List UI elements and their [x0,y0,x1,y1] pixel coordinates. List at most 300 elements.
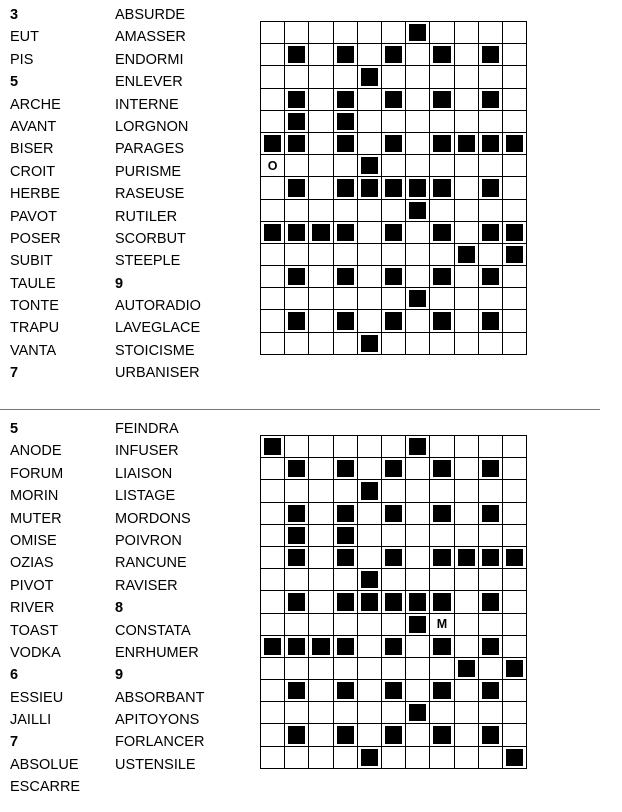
grid-cell[interactable] [406,746,430,768]
grid-row [261,702,527,724]
grid-cell[interactable] [357,221,381,243]
grid-cell[interactable] [285,288,309,310]
grid-cell[interactable] [454,332,478,354]
black-cell [333,458,357,480]
grid-cell[interactable] [478,480,502,502]
grid-cell[interactable] [333,436,357,458]
grid-cell[interactable] [261,332,285,354]
grid-cell[interactable] [406,243,430,265]
grid-row [261,657,527,679]
grid-cell[interactable] [502,458,526,480]
grid-cell[interactable] [285,613,309,635]
grid-cell[interactable] [430,22,454,44]
grid-cell[interactable] [381,22,405,44]
black-cell [357,155,381,177]
grid-cell[interactable] [261,88,285,110]
grid-cell[interactable]: M [430,613,454,635]
grid-cell[interactable] [309,266,333,288]
grid-cell[interactable] [406,680,430,702]
grid-cell[interactable] [502,680,526,702]
black-cell [285,591,309,613]
grid-cell[interactable] [261,613,285,635]
grid-cell[interactable] [381,199,405,221]
word-entry: SUBIT [10,253,53,270]
grid-cell[interactable] [502,591,526,613]
grid-cell[interactable] [261,66,285,88]
word-list-column-1 [10,4,61,385]
grid-cell[interactable] [261,657,285,679]
grid-cell[interactable] [454,502,478,524]
grid-cell[interactable] [381,613,405,635]
grid-cell[interactable] [430,436,454,458]
grid-cell[interactable] [357,502,381,524]
grid-row [261,613,527,635]
grid-cell[interactable] [381,110,405,132]
grid-row [261,546,527,568]
grid-cell[interactable] [478,613,502,635]
grid-cell[interactable] [502,199,526,221]
grid-cell[interactable] [478,332,502,354]
grid-cell[interactable] [502,569,526,591]
grid-cell[interactable] [406,44,430,66]
grid-cell[interactable] [406,88,430,110]
grid-cell[interactable] [357,613,381,635]
grid-cell[interactable] [357,680,381,702]
word-entry: LORGNON [115,118,189,135]
grid-cell[interactable] [502,310,526,332]
grid-cell[interactable] [502,613,526,635]
black-cell [430,635,454,657]
word-entry: ANODE [10,443,62,460]
grid-cell[interactable] [309,66,333,88]
grid-cell[interactable] [454,44,478,66]
word-entry: BISER [10,141,54,158]
grid-cell[interactable] [502,88,526,110]
grid-cell[interactable] [454,613,478,635]
grid-cell[interactable] [309,155,333,177]
grid-cell[interactable] [309,524,333,546]
grid-cell[interactable] [333,22,357,44]
grid-cell[interactable] [309,436,333,458]
word-entry: LIAISON [115,465,173,482]
grid-cell[interactable] [454,199,478,221]
grid-cell[interactable] [261,746,285,768]
grid-cell[interactable] [261,524,285,546]
grid-cell[interactable] [502,177,526,199]
grid-cell[interactable] [502,502,526,524]
grid-cell[interactable] [502,44,526,66]
grid-cell[interactable] [357,110,381,132]
grid-cell[interactable] [261,199,285,221]
black-cell [502,746,526,768]
grid-cell[interactable] [309,44,333,66]
grid-cell[interactable] [261,177,285,199]
grid-cell[interactable] [309,724,333,746]
grid-cell[interactable] [454,22,478,44]
grid-cell[interactable] [309,480,333,502]
grid-cell[interactable] [430,524,454,546]
word-entry: ESCARRE [10,779,81,796]
word-entry: OMISE [10,532,57,549]
grid-cell[interactable] [309,569,333,591]
black-cell [309,635,333,657]
word-entry: VODKA [10,644,61,661]
grid-cell[interactable] [285,155,309,177]
grid-cell[interactable] [406,332,430,354]
word-list-column-2 [115,4,201,385]
word-entry: MUTER [10,510,62,527]
grid-cell[interactable] [406,221,430,243]
grid-cell[interactable] [357,458,381,480]
grid-cell[interactable] [502,332,526,354]
word-length-heading: 5 [10,74,19,91]
grid-cell[interactable] [381,480,405,502]
word-entry: RANCUNE [115,555,187,572]
grid-cell[interactable] [381,243,405,265]
grid-cell[interactable] [406,546,430,568]
grid-cell[interactable] [430,746,454,768]
grid-cell[interactable] [357,724,381,746]
black-cell [333,132,357,154]
grid-row [261,288,527,310]
grid-cell[interactable] [261,266,285,288]
grid-cell[interactable] [454,288,478,310]
grid-cell[interactable] [309,591,333,613]
grid-cell[interactable] [309,288,333,310]
grid-cell[interactable] [309,199,333,221]
grid-cell[interactable] [381,332,405,354]
black-cell [502,221,526,243]
word-length-heading: 9 [115,275,124,292]
grid-cell[interactable] [454,310,478,332]
grid-cell[interactable] [478,66,502,88]
grid-cell[interactable] [502,66,526,88]
grid-cell[interactable] [406,458,430,480]
grid-row [261,458,527,480]
grid-cell[interactable] [261,22,285,44]
grid-cell[interactable] [309,657,333,679]
grid-cell[interactable] [285,657,309,679]
grid-cell[interactable] [430,702,454,724]
grid-cell[interactable] [406,66,430,88]
grid-cell[interactable] [502,110,526,132]
grid-cell[interactable] [333,480,357,502]
grid-cell[interactable] [261,702,285,724]
grid-cell[interactable] [357,22,381,44]
grid-cell[interactable] [430,243,454,265]
grid-cell[interactable] [454,177,478,199]
word-entry: FORUM [10,465,64,482]
grid-cell[interactable] [381,569,405,591]
grid-cell[interactable] [357,199,381,221]
grid-cell[interactable] [381,288,405,310]
grid-cell[interactable] [357,436,381,458]
grid-cell[interactable] [430,480,454,502]
grid-cell[interactable] [309,613,333,635]
word-entry: FORLANCER [115,734,205,751]
grid-cell[interactable] [285,199,309,221]
grid-cell[interactable] [430,199,454,221]
grid-cell[interactable] [381,436,405,458]
grid-cell[interactable] [406,657,430,679]
grid-cell[interactable] [357,635,381,657]
grid-row [261,155,527,177]
word-entry: TRAPU [10,320,60,337]
grid-cell[interactable] [430,569,454,591]
grid-cell[interactable] [261,480,285,502]
crossword-grid-2 [260,435,527,769]
grid-cell[interactable] [285,746,309,768]
word-entry: APITOYONS [115,712,200,729]
grid-cell[interactable] [333,66,357,88]
grid-cell[interactable] [478,436,502,458]
grid-cell[interactable] [333,702,357,724]
grid-cell[interactable] [502,480,526,502]
grid-cell[interactable] [309,310,333,332]
grid-cell[interactable] [406,310,430,332]
grid-row [261,199,527,221]
grid-cell[interactable] [357,44,381,66]
grid-cell[interactable] [285,332,309,354]
grid-cell[interactable] [285,22,309,44]
word-entry: OZIAS [10,555,54,572]
black-cell [333,177,357,199]
grid-cell[interactable] [381,155,405,177]
grid-cell[interactable] [454,480,478,502]
grid-cell[interactable] [381,66,405,88]
word-entry: MORDONS [115,510,191,527]
grid-cell[interactable] [357,88,381,110]
grid-cell[interactable] [406,480,430,502]
grid-cell[interactable] [309,177,333,199]
grid-cell[interactable] [285,480,309,502]
black-cell [454,546,478,568]
word-entry: AMASSER [115,29,186,46]
grid-cell[interactable] [261,110,285,132]
grid-cell[interactable] [478,524,502,546]
black-cell [357,591,381,613]
word-entry: AVANT [10,118,57,135]
grid-cell[interactable] [454,66,478,88]
word-entry: PIVOT [10,577,54,594]
grid-cell[interactable] [357,243,381,265]
grid-cell[interactable] [478,22,502,44]
grid-cell[interactable] [285,569,309,591]
grid-cell[interactable] [381,746,405,768]
grid-cell[interactable] [285,243,309,265]
grid-cell[interactable] [406,569,430,591]
grid-cell[interactable] [309,680,333,702]
grid-cell[interactable] [502,436,526,458]
black-cell [406,591,430,613]
grid-cell[interactable] [333,199,357,221]
grid-cell[interactable] [406,724,430,746]
black-cell [285,88,309,110]
grid-cell[interactable] [357,288,381,310]
grid-cell[interactable] [333,243,357,265]
word-entry: CONSTATA [115,622,191,639]
grid-cell[interactable] [502,22,526,44]
grid-cell[interactable] [406,502,430,524]
grid-cell[interactable] [478,110,502,132]
grid-cell[interactable] [309,110,333,132]
black-cell [430,310,454,332]
grid-cell[interactable] [430,110,454,132]
grid-cell[interactable] [333,155,357,177]
black-cell [381,458,405,480]
grid-cell[interactable] [478,288,502,310]
grid-cell[interactable] [478,569,502,591]
grid-cell[interactable] [454,724,478,746]
black-cell [381,177,405,199]
grid-cell[interactable] [309,502,333,524]
grid-cell[interactable] [406,155,430,177]
grid-cell[interactable]: O [261,155,285,177]
grid-row [261,44,527,66]
grid-cell[interactable] [261,44,285,66]
grid-cell[interactable] [357,524,381,546]
grid-cell[interactable] [454,524,478,546]
grid-cell[interactable] [454,436,478,458]
grid-cell[interactable] [285,702,309,724]
grid-cell[interactable] [502,524,526,546]
word-entry: POIVRON [115,532,182,549]
grid-row [261,266,527,288]
grid-cell[interactable] [261,288,285,310]
grid-cell[interactable] [261,310,285,332]
grid-cell[interactable] [357,132,381,154]
grid-cell[interactable] [309,332,333,354]
black-cell [285,546,309,568]
word-entry: URBANISER [115,365,200,382]
black-cell [381,680,405,702]
grid-row [261,591,527,613]
word-length-heading: 7 [10,734,19,751]
black-cell [333,310,357,332]
grid-cell[interactable] [454,569,478,591]
black-cell [381,635,405,657]
word-length-heading: 7 [10,365,19,382]
grid-cell[interactable] [454,110,478,132]
word-entry: ARCHE [10,96,61,113]
grid-cell[interactable] [502,702,526,724]
grid-cell[interactable] [285,66,309,88]
grid-cell[interactable] [478,243,502,265]
grid-cell[interactable] [261,502,285,524]
grid-cell[interactable] [381,524,405,546]
grid-cell[interactable] [309,243,333,265]
grid-cell[interactable] [502,266,526,288]
black-cell [430,132,454,154]
grid-cell[interactable] [454,635,478,657]
grid-cell[interactable] [502,155,526,177]
black-cell [333,724,357,746]
grid-cell[interactable] [261,458,285,480]
black-cell [430,44,454,66]
grid-cell[interactable] [381,702,405,724]
grid-cell[interactable] [454,266,478,288]
grid-cell[interactable] [430,332,454,354]
grid-cell[interactable] [381,657,405,679]
grid-cell[interactable] [454,88,478,110]
grid-cell[interactable] [261,546,285,568]
grid-cell[interactable] [261,680,285,702]
grid-cell[interactable] [454,591,478,613]
grid-cell[interactable] [261,569,285,591]
grid-cell[interactable] [309,88,333,110]
grid-row [261,524,527,546]
black-cell [478,591,502,613]
grid-cell[interactable] [430,657,454,679]
grid-cell[interactable] [502,635,526,657]
grid-cell[interactable] [454,458,478,480]
grid-cell[interactable] [478,702,502,724]
grid-cell[interactable] [430,288,454,310]
grid-cell[interactable] [285,436,309,458]
grid-cell[interactable] [454,746,478,768]
grid-cell[interactable] [357,310,381,332]
grid-cell[interactable] [478,155,502,177]
black-cell [333,546,357,568]
grid-cell[interactable] [430,66,454,88]
grid-cell[interactable] [309,458,333,480]
grid-cell[interactable] [261,724,285,746]
grid-cell[interactable] [454,221,478,243]
grid-cell[interactable] [333,746,357,768]
grid-cell[interactable] [309,746,333,768]
grid-cell[interactable] [333,288,357,310]
grid-cell[interactable] [406,635,430,657]
grid-cell[interactable] [454,155,478,177]
grid-cell[interactable] [333,613,357,635]
grid-cell[interactable] [309,546,333,568]
grid-cell[interactable] [430,155,454,177]
grid-cell[interactable] [357,546,381,568]
black-cell [285,310,309,332]
grid-cell[interactable] [333,569,357,591]
grid-cell[interactable] [406,524,430,546]
grid-cell[interactable] [502,288,526,310]
grid-cell[interactable] [261,591,285,613]
grid-cell[interactable] [261,243,285,265]
grid-cell[interactable] [406,132,430,154]
grid-cell[interactable] [357,266,381,288]
grid-cell[interactable] [478,657,502,679]
grid-cell[interactable] [478,199,502,221]
black-cell [333,44,357,66]
grid-cell[interactable] [454,680,478,702]
black-cell [406,288,430,310]
black-cell [478,44,502,66]
grid-cell[interactable] [309,22,333,44]
grid-cell[interactable] [406,110,430,132]
word-entry: ESSIEU [10,689,64,706]
grid-cell[interactable] [357,702,381,724]
grid-cell[interactable] [333,657,357,679]
black-cell [285,221,309,243]
grid-cell[interactable] [502,724,526,746]
grid-cell[interactable] [333,332,357,354]
grid-cell[interactable] [406,266,430,288]
word-entry: ENRHUMER [115,644,199,661]
grid-cell[interactable] [478,746,502,768]
grid-cell[interactable] [309,702,333,724]
black-cell [333,266,357,288]
black-cell [406,177,430,199]
grid-cell[interactable] [357,657,381,679]
grid-cell[interactable] [454,702,478,724]
grid-cell[interactable] [309,132,333,154]
